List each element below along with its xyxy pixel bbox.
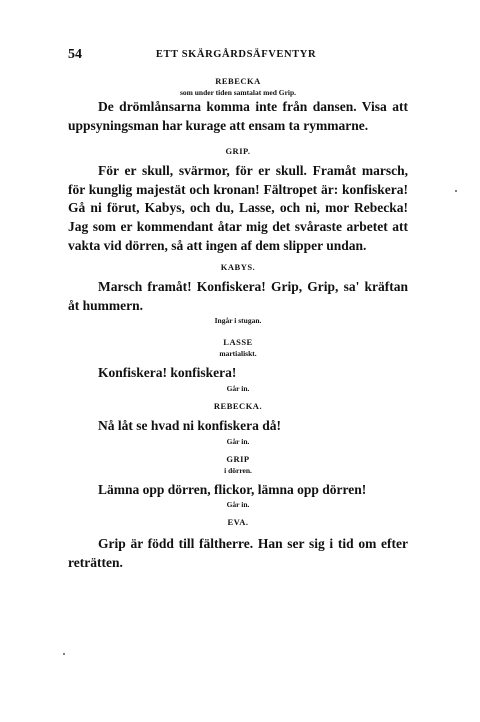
speaker-name: REBECKA. — [213, 400, 263, 411]
running-title: ETT SKÄRGÅRDSÄFVENTYR — [155, 49, 317, 60]
dialogue-paragraph: Marsch framåt! Konfiskera! Grip, Grip, sa' kräftan åt hummern. — [68, 279, 408, 313]
print-speck — [455, 190, 457, 192]
stage-direction: Går in. — [226, 500, 250, 510]
stage-direction: Går in. — [226, 383, 250, 393]
stage-direction: i dörren. — [224, 465, 252, 475]
stage-direction: Går in. — [226, 436, 250, 446]
speaker-name: REBECKA — [215, 76, 261, 86]
play-text — [68, 76, 408, 572]
speaker-name: LASSE — [223, 337, 253, 348]
page-header — [68, 47, 404, 65]
speaker-name: GRIP. — [225, 146, 251, 157]
stage-direction: som under tiden samtalat med Grip. — [179, 88, 297, 97]
stage-direction: Ingår i stugan. — [214, 316, 262, 326]
dialogue-paragraph: Nå låt se hvad ni konfiskera då! — [98, 417, 282, 433]
dialogue-paragraph: Konfiskera! konfiskera! — [98, 365, 237, 381]
dialogue-paragraph: De drömlånsarna komma inte från dansen. Visa att uppsyningsman har kurage att ensam ta rymmarne. — [68, 99, 408, 133]
speaker-name: GRIP — [226, 453, 250, 464]
stage-direction: martialiskt. — [219, 349, 257, 359]
dialogue-paragraph: Lämna opp dörren, flickor, lämna opp dörren! — [98, 481, 367, 497]
speaker-name: KABYS. — [220, 262, 256, 273]
dialogue-paragraph: För er skull, svärmor, för er skull. Framåt marsch, för kunglig majestät och kronan! Fältropet är: konfiskera! Gå ni förut, Kabys, och du, Lasse, och ni, mor Rebecka! Jag som er kommendant åtar mig det svåraste arbetet att vakta vid dörren, så att ingen af dem slipper undan. — [68, 163, 408, 253]
speaker-name: EVA. — [227, 517, 249, 528]
page-number: 54 — [68, 47, 82, 62]
dialogue-paragraph: Grip är född till fältherre. Han ser sig i tid om efter reträtten. — [68, 536, 408, 570]
print-speck — [63, 653, 65, 655]
